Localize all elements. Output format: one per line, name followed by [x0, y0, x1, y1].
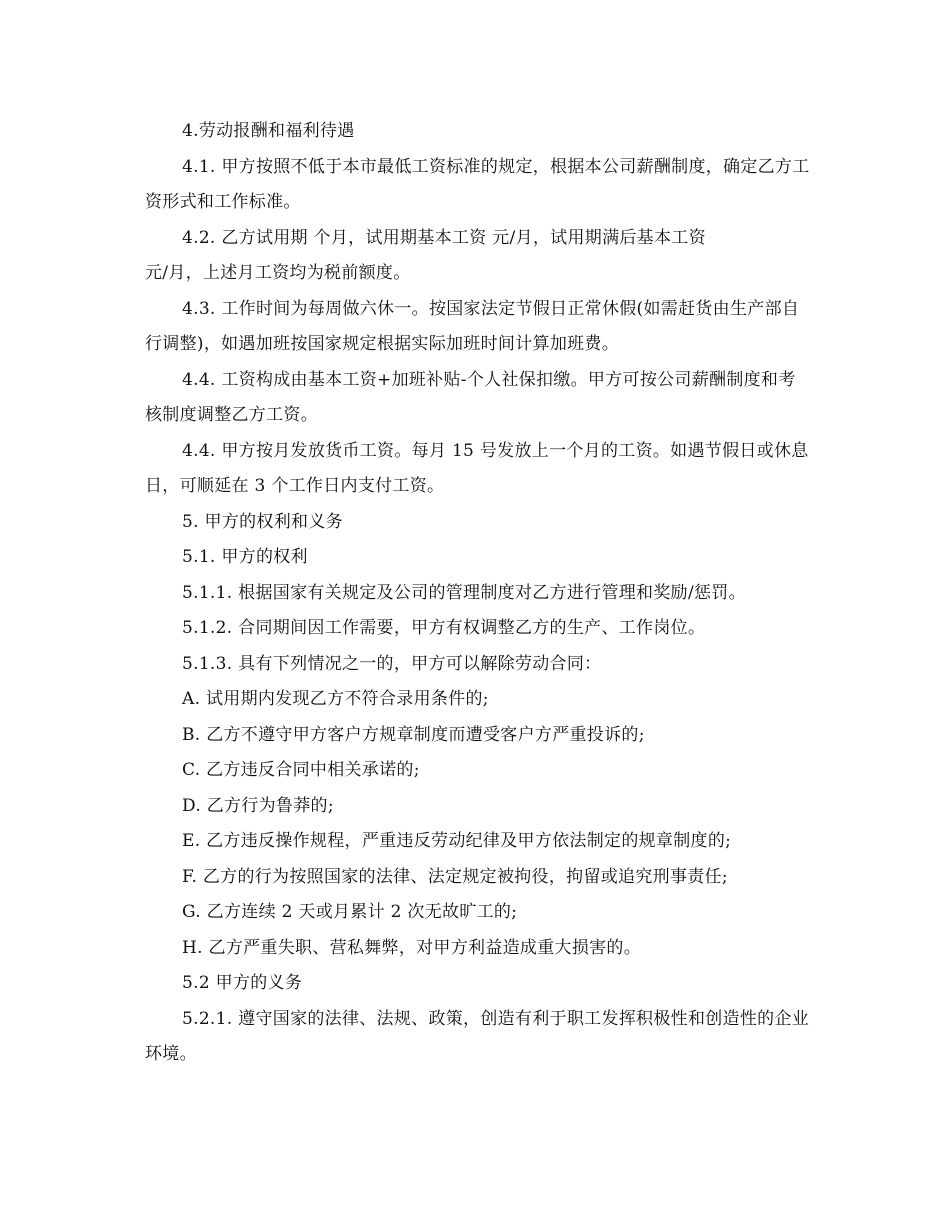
clause-4-3: 4.3. 工作时间为每周做六休一。按国家法定节假日正常休假(如需赶货由生产部自行调整)，如遇加班按国家规定根据实际加班时间计算加班费。	[145, 298, 800, 354]
clause-5-1-2: 5.1.2. 合同期间因工作需要，甲方有权调整乙方的生产、工作岗位。	[182, 618, 706, 638]
clause-5-1-1: 5.1.1. 根据国家有关规定及公司的管理制度对乙方进行管理和奖励/惩罚。	[182, 582, 746, 603]
subsection-heading-5-2: 5.2 甲方的义务	[182, 973, 303, 993]
list-item-a: A. 试用期内发现乙方不符合录用条件的;	[182, 689, 489, 709]
list-item-c: C. 乙方违反合同中相关承诺的;	[182, 760, 420, 780]
clause-5-1-3: 5.1.3. 具有下列情况之一的，甲方可以解除劳动合同：	[182, 653, 602, 674]
list-item-f: F. 乙方的行为按照国家的法律、法定规定被拘役，拘留或追究刑事责任;	[182, 866, 728, 887]
list-item-e: E. 乙方违反操作规程，严重违反劳动纪律及甲方依法制定的规章制度的;	[182, 831, 732, 851]
list-item-h: H. 乙方严重失职、营私舞弊，对甲方利益造成重大损害的。	[182, 937, 642, 958]
clause-5-2-1: 5.2.1. 遵守国家的法律、法规、政策，创造有利于职工发挥积极性和创造性的企业环境。	[145, 1008, 810, 1064]
clause-4-1: 4.1. 甲方按照不低于本市最低工资标准的规定，根据本公司薪酬制度，确定乙方工资形式和工作标准。	[145, 156, 810, 212]
list-item-d: D. 乙方行为鲁莽的;	[182, 795, 334, 816]
clause-4-4-payment: 4.4. 甲方按月发放货币工资。每月 15 号发放上一个月的工资。如遇节假日或休息日，可顺延在 3 个工作日内支付工资。	[145, 440, 809, 496]
clause-4-2-continued: 元/月，上述月工资均为税前额度。	[145, 263, 411, 283]
document-body	[145, 114, 810, 1073]
clause-4-4-wage-composition: 4.4. 工资构成由基本工资+加班补贴-个人社保扣缴。甲方可按公司薪酬制度和考核制度调整乙方工资。	[145, 369, 796, 425]
subsection-heading-5-1: 5.1. 甲方的权利	[182, 547, 308, 567]
list-item-g: G. 乙方连续 2 天或月累计 2 次无故旷工的;	[182, 902, 518, 922]
section-heading-5: 5. 甲方的权利和义务	[182, 511, 343, 532]
clause-4-2: 4.2. 乙方试用期 个月，试用期基本工资 元/月，试用期满后基本工资	[182, 227, 706, 248]
list-item-b: B. 乙方不遵守甲方客户方规章制度而遭受客户方严重投诉的;	[182, 724, 645, 745]
section-heading-4: 4.劳动报酬和福利待遇	[182, 121, 355, 141]
